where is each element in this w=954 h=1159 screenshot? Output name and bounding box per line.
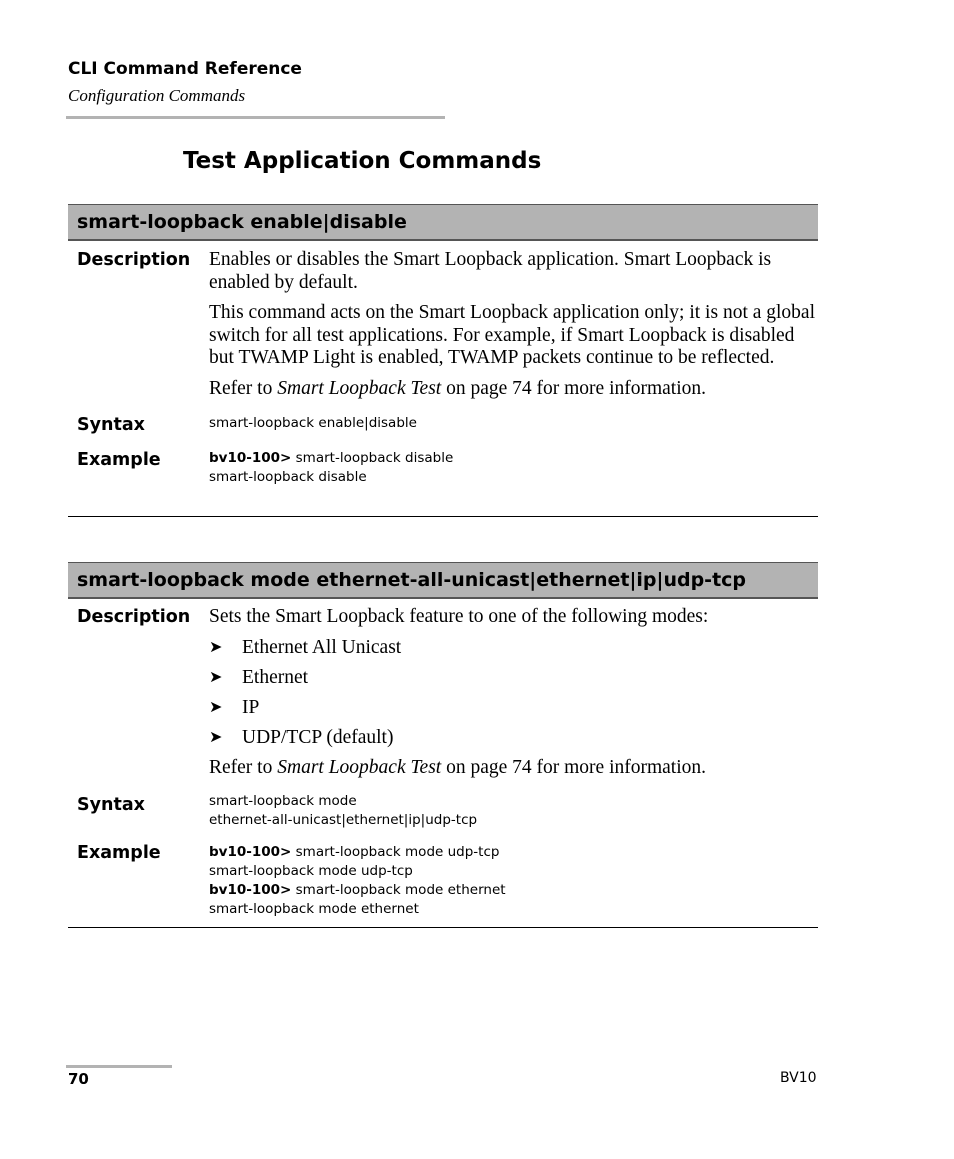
example-output: smart-loopback disable bbox=[209, 469, 367, 485]
syntax-line: smart-loopback mode bbox=[209, 793, 357, 809]
block-bottom-rule bbox=[68, 516, 818, 517]
running-head-title: CLI Command Reference bbox=[68, 59, 302, 79]
example-command: smart-loopback mode udp-tcp bbox=[291, 844, 500, 860]
reference-prefix: Refer to bbox=[209, 377, 278, 399]
reference-link[interactable]: Smart Loopback Test bbox=[277, 756, 442, 778]
example-command: smart-loopback mode ethernet bbox=[291, 882, 506, 898]
running-head-subtitle: Configuration Commands bbox=[68, 86, 246, 105]
cli-prompt: bv10-100> bbox=[209, 450, 292, 466]
reference-suffix: on page 74 for more information. bbox=[441, 377, 707, 399]
mode-list-item bbox=[209, 697, 818, 720]
example-command: smart-loopback disable bbox=[291, 450, 454, 466]
mode-list-item bbox=[209, 667, 818, 690]
description-label: Description bbox=[77, 607, 191, 627]
mode-label: IP bbox=[242, 696, 260, 718]
command-block-enable bbox=[68, 204, 818, 517]
description-label: Description bbox=[77, 250, 191, 270]
example-line bbox=[209, 900, 818, 919]
arrow-bullet-icon: ➤ bbox=[209, 728, 223, 746]
arrow-bullet-icon: ➤ bbox=[209, 698, 223, 716]
reference-suffix: on page 74 for more information. bbox=[441, 756, 707, 778]
description-paragraph: Enables or disables the Smart Loopback application. Smart Loopback is enabled by default. bbox=[209, 249, 772, 293]
syntax-line: ethernet-all-unicast|ethernet|ip|udp-tcp bbox=[209, 812, 478, 828]
mode-label: UDP/TCP (default) bbox=[242, 726, 394, 748]
arrow-bullet-icon: ➤ bbox=[209, 668, 223, 686]
mode-label: Ethernet bbox=[242, 666, 309, 688]
cli-prompt: bv10-100> bbox=[209, 844, 292, 860]
command-header: smart-loopback enable|disable bbox=[68, 204, 818, 241]
example-line bbox=[209, 843, 818, 862]
example-line bbox=[209, 449, 818, 468]
syntax-row bbox=[68, 792, 818, 830]
arrow-bullet-icon: ➤ bbox=[209, 638, 223, 656]
example-line bbox=[209, 862, 818, 881]
reference-link[interactable]: Smart Loopback Test bbox=[277, 377, 442, 399]
syntax-row bbox=[68, 414, 818, 433]
example-output: smart-loopback mode udp-tcp bbox=[209, 863, 413, 879]
command-block-mode bbox=[68, 562, 818, 928]
description-paragraph: Sets the Smart Loopback feature to one of the following modes: bbox=[209, 606, 709, 627]
header-rule bbox=[66, 116, 445, 119]
page-number: 70 bbox=[68, 1070, 89, 1088]
cli-prompt: bv10-100> bbox=[209, 882, 292, 898]
command-header: smart-loopback mode ethernet-all-unicast|ethernet|ip|udp-tcp bbox=[68, 562, 818, 599]
mode-label: Ethernet All Unicast bbox=[242, 636, 402, 658]
example-row bbox=[68, 449, 818, 487]
example-line bbox=[209, 881, 818, 900]
mode-list-item bbox=[209, 727, 818, 750]
example-label: Example bbox=[77, 450, 161, 470]
mode-list-item bbox=[209, 637, 818, 660]
description-paragraph: This command acts on the Smart Loopback application only; it is not a global switch for all test applications. For example, if Smart Loopback is disabled but TWAMP Light is enabled, TWAMP packets continue to be reflected. bbox=[209, 302, 816, 368]
product-name: BV10 bbox=[780, 1070, 817, 1086]
description-row bbox=[68, 249, 818, 400]
description-row bbox=[68, 606, 818, 779]
running-head bbox=[68, 58, 302, 106]
syntax-line: smart-loopback enable|disable bbox=[209, 415, 417, 431]
reference-prefix: Refer to bbox=[209, 756, 278, 778]
example-label: Example bbox=[77, 843, 161, 863]
reference-paragraph bbox=[209, 378, 818, 401]
reference-paragraph bbox=[209, 757, 818, 780]
footer-rule bbox=[66, 1065, 172, 1068]
example-output: smart-loopback mode ethernet bbox=[209, 901, 419, 917]
block-bottom-rule bbox=[68, 927, 818, 928]
example-row bbox=[68, 843, 818, 919]
section-title: Test Application Commands bbox=[183, 148, 542, 174]
syntax-label: Syntax bbox=[77, 415, 145, 435]
syntax-label: Syntax bbox=[77, 795, 145, 815]
example-line bbox=[209, 468, 818, 487]
